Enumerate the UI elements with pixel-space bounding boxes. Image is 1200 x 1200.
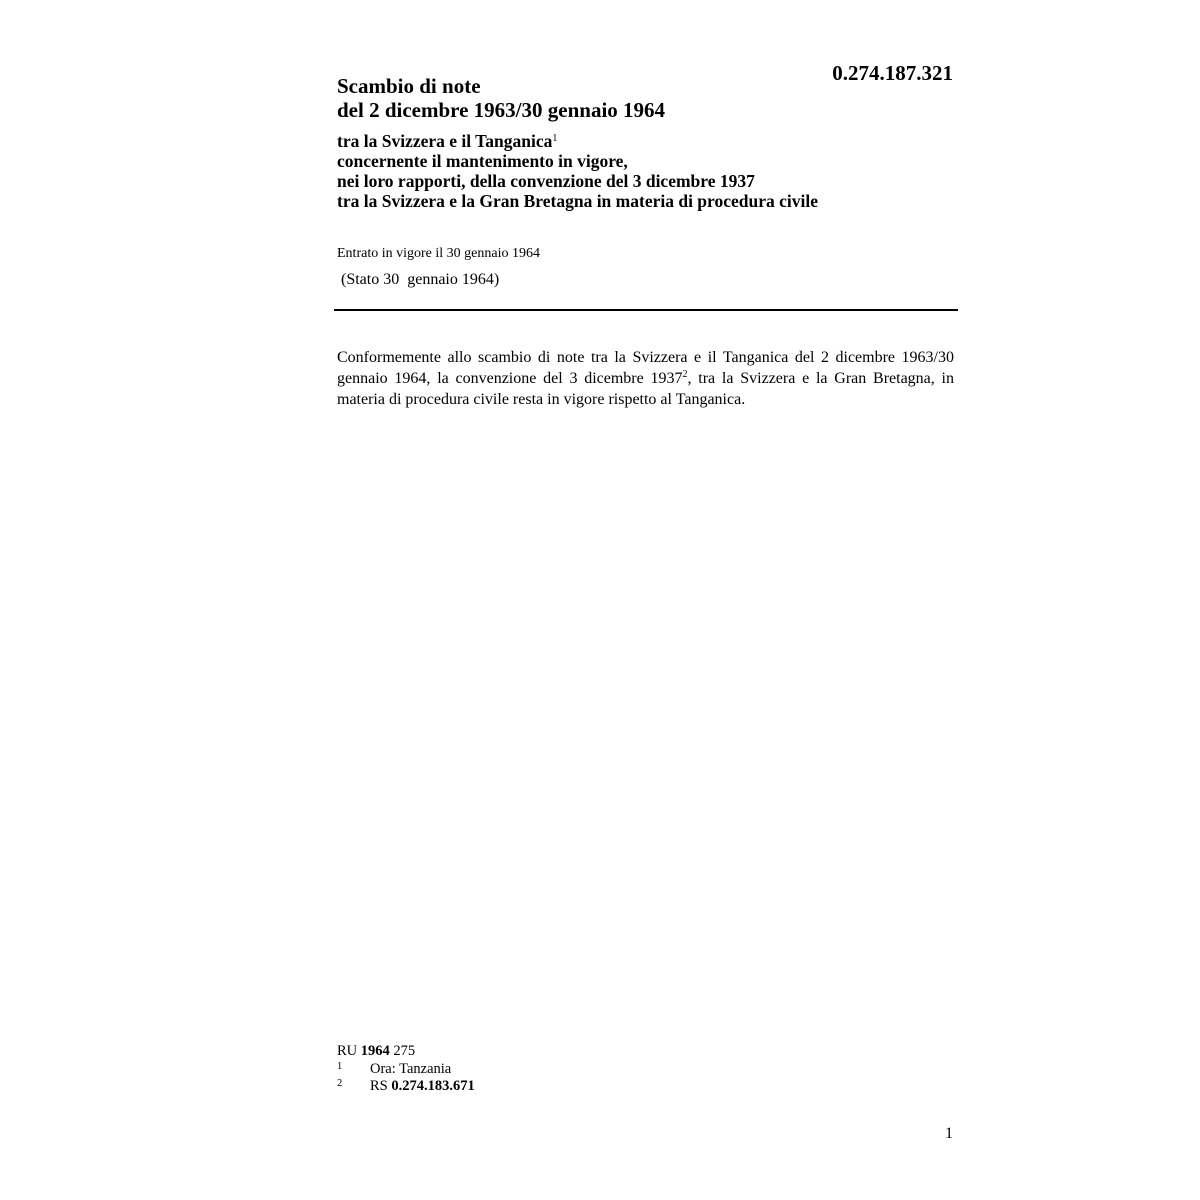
footnote [337,1061,737,1078]
body-paragraph [337,347,954,410]
subtitle-line: concernente il mantenimento in vigore, [337,151,628,171]
body-text-part: Conformemente allo scambio di note tra la Svizzera e il Tanganica del 2 dicembre 1963/30 gennaio 1964, la convenzione del 3 dicembre 1937 [337,349,954,387]
subtitle-line-text: tra la Svizzera e il Tanganica [337,131,553,151]
footnote-text: Ora: Tanzania [370,1061,452,1077]
page-number: 1 [945,1125,953,1142]
ru-prefix: RU [337,1043,358,1059]
in-force-date: Entrato in vigore il 30 gennaio 1964 [337,246,540,261]
footnote-number: 2 [337,1078,343,1089]
title-line: del 2 dicembre 1963/30 gennaio 1964 [337,98,666,122]
ru-reference [337,1042,737,1061]
ru-year: 1964 [360,1043,390,1059]
footnote-text [370,1078,475,1095]
footnote-number: 1 [337,1061,343,1072]
sr-number: 0.274.187.321 [832,61,953,85]
divider [334,309,958,311]
footnote [337,1078,737,1095]
ru-page: 275 [393,1043,416,1059]
document-subtitle [337,131,957,211]
document-title [337,74,817,122]
footnote-ref-2[interactable]: 2 [682,369,688,380]
rs-prefix: RS [370,1078,388,1094]
body-text-part: , tra la Svizzera e la Gran Bretagna, in materia di procedura civile resta in vigore rispetto al Tanganica. [337,370,955,408]
rs-reference[interactable]: 0.274.183.671 [391,1078,475,1094]
status-date: (Stato 30 gennaio 1964) [341,271,500,288]
subtitle-line [337,131,957,151]
footnote-ref-1[interactable]: 1 [552,133,558,144]
subtitle-line: nei loro rapporti, della convenzione del 3 dicembre 1937 [337,171,755,191]
subtitle-line: tra la Svizzera e la Gran Bretagna in materia di procedura civile [337,191,819,211]
footnotes-section [337,1042,737,1095]
title-line: Scambio di note [337,74,481,98]
